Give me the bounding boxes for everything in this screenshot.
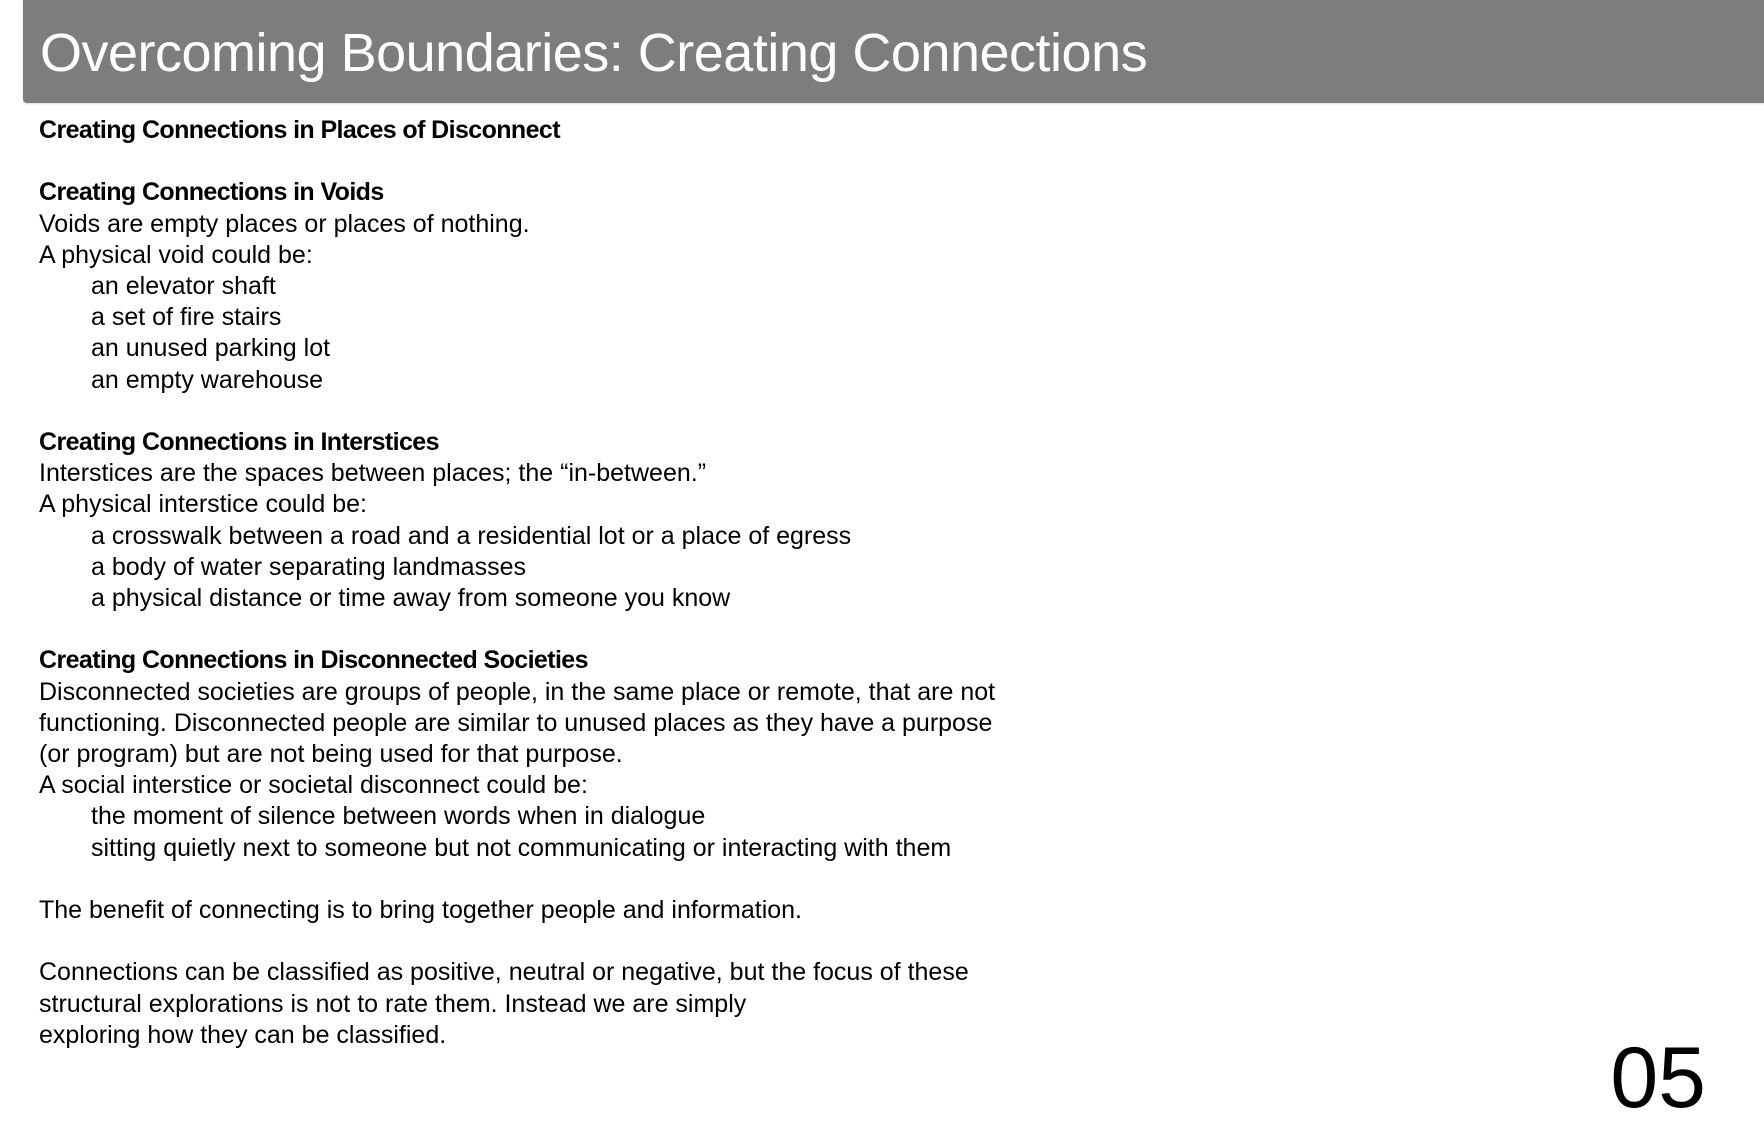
voids-description: Voids are empty places or places of nothing. (39, 209, 530, 238)
societies-example: sitting quietly next to someone but not communicating or interacting with them (91, 833, 952, 862)
voids-example: a set of fire stairs (91, 303, 282, 332)
classification-line: exploring how they can be classified. (39, 1020, 447, 1049)
societies-description-line: Disconnected societies are groups of people, in the same place or remote, that are not (39, 677, 996, 706)
slide-title: Overcoming Boundaries: Creating Connections (40, 23, 1148, 83)
classification-line: structural explorations is not to rate them. Instead we are simply (39, 989, 747, 1018)
interstices-example: a physical distance or time away from someone you know (91, 584, 731, 613)
voids-example: an empty warehouse (91, 365, 324, 394)
slide-content (39, 115, 1139, 1051)
interstices-intro: A physical interstice could be: (39, 490, 367, 519)
title-bar (23, 0, 1764, 103)
classification-line: Connections can be classified as positive, neutral or negative, but the focus of these (39, 958, 969, 987)
interstices-example: a body of water separating landmasses (91, 552, 526, 581)
spacer (39, 864, 1139, 895)
spacer (39, 396, 1139, 427)
voids-example: an unused parking lot (91, 334, 331, 363)
societies-heading: Creating Connections in Disconnected Societies (39, 646, 588, 675)
spacer (39, 146, 1139, 177)
benefit-statement: The benefit of connecting is to bring together people and information. (39, 896, 803, 925)
main-heading: Creating Connections in Places of Disconnect (39, 116, 560, 144)
voids-heading: Creating Connections in Voids (39, 178, 384, 207)
voids-intro: A physical void could be: (39, 240, 313, 269)
voids-example: an elevator shaft (91, 272, 276, 300)
societies-description-line: (or program) but are not being used for that purpose. (39, 740, 623, 769)
spacer (39, 926, 1139, 957)
spacer (39, 614, 1139, 645)
interstices-description: Interstices are the spaces between places; the “in-between.” (39, 459, 707, 488)
interstices-heading: Creating Connections in Interstices (39, 428, 439, 456)
societies-intro: A social interstice or societal disconnect could be: (39, 771, 588, 800)
interstices-example: a crosswalk between a road and a residential lot or a place of egress (91, 521, 852, 550)
societies-description-line: functioning. Disconnected people are similar to unused places as they have a purpose (39, 708, 993, 737)
societies-example: the moment of silence between words when in dialogue (91, 802, 706, 831)
page-number: 05 (1610, 1030, 1706, 1126)
